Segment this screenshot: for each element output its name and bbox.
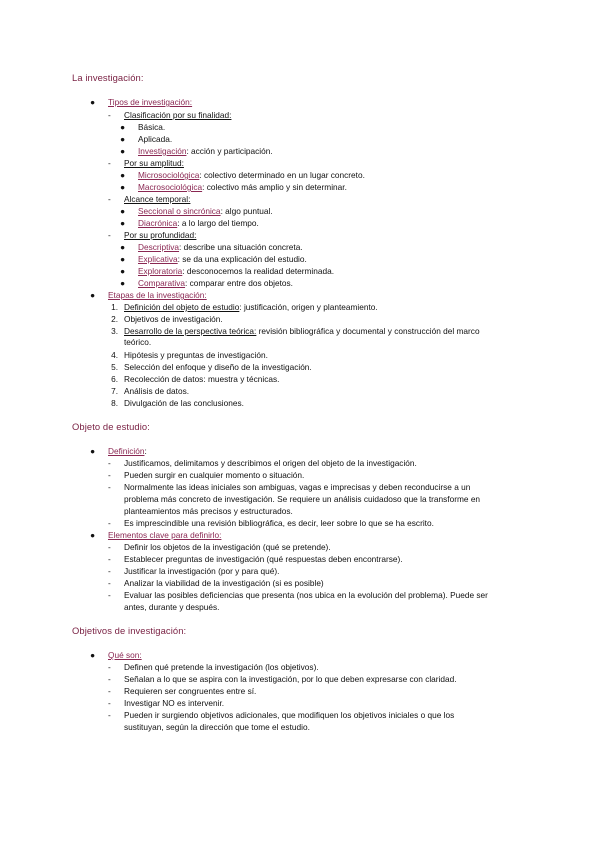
- dash-icon: -: [108, 686, 111, 696]
- alcance-label: Alcance temporal:: [124, 194, 191, 204]
- section-heading-objetivos: Objetivos de investigación:: [72, 625, 187, 636]
- etapa-7: Análisis de datos.: [124, 386, 190, 396]
- dash-icon: -: [108, 470, 111, 480]
- bullet-icon: ●: [90, 290, 96, 300]
- que-son-label: Qué son:: [108, 650, 142, 660]
- elemento-4: Analizar la viabilidad de la investigación (si es posible): [124, 578, 324, 588]
- definicion-1: Justificamos, delimitamos y describimos el origen del objeto de la investigación.: [124, 458, 417, 468]
- definicion-4: Es imprescindible una revisión bibliográfica, es decir, leer sobre lo que se ha escrito.: [124, 518, 434, 528]
- bullet-icon: ●: [120, 170, 126, 180]
- dash-icon: -: [108, 110, 111, 120]
- list-number: 8.: [111, 398, 118, 408]
- dash-icon: -: [108, 518, 111, 528]
- profundidad-explicativa: Explicativa: se da una explicación del estudio.: [138, 254, 307, 264]
- amplitud-micro: Microsociológica: colectivo determinado en un lugar concreto.: [138, 170, 365, 180]
- bullet-icon: ●: [120, 146, 126, 156]
- list-number: 3.: [111, 326, 118, 336]
- list-number: 2.: [111, 314, 118, 324]
- bullet-icon: ●: [120, 218, 126, 228]
- amplitud-label: Por su amplitud:: [124, 158, 184, 168]
- section-heading-investigacion: La investigación:: [72, 72, 144, 83]
- bullet-icon: ●: [90, 650, 96, 660]
- objetivo-2: Señalan a lo que se aspira con la investigación, por lo que deben expresarse con claridad.: [124, 674, 457, 684]
- dash-icon: -: [108, 554, 111, 564]
- dash-icon: -: [108, 458, 111, 468]
- dash-icon: -: [108, 482, 111, 492]
- bullet-icon: ●: [120, 278, 126, 288]
- list-number: 6.: [111, 374, 118, 384]
- bullet-icon: ●: [120, 134, 126, 144]
- etapas-label: Etapas de la investigación:: [108, 290, 207, 300]
- amplitud-macro: Macrosociológica: colectivo más amplio y sin determinar.: [138, 182, 347, 192]
- bullet-icon: ●: [120, 182, 126, 192]
- etapa-2: Objetivos de investigación.: [124, 314, 223, 324]
- elementos-label: Elementos clave para definirlo:: [108, 530, 222, 540]
- alcance-seccional: Seccional o sincrónica: algo puntual.: [138, 206, 273, 216]
- dash-icon: -: [108, 674, 111, 684]
- objetivo-4: Investigar NO es intervenir.: [124, 698, 225, 708]
- finalidad-aplicada: Aplicada.: [138, 134, 173, 144]
- etapa-6: Recolección de datos: muestra y técnicas.: [124, 374, 280, 384]
- finalidad-basica: Básica.: [138, 122, 166, 132]
- elemento-5b: antes, durante y después.: [124, 602, 220, 612]
- objetivo-1: Definen qué pretende la investigación (los objetivos).: [124, 662, 319, 672]
- etapa-4: Hipótesis y preguntas de investigación.: [124, 350, 268, 360]
- dash-icon: -: [108, 662, 111, 672]
- bullet-icon: ●: [120, 242, 126, 252]
- definicion-2: Pueden surgir en cualquier momento o situación.: [124, 470, 305, 480]
- elemento-3: Justificar la investigación (por y para qué).: [124, 566, 280, 576]
- dash-icon: -: [108, 698, 111, 708]
- elemento-1: Definir los objetos de la investigación (qué se pretende).: [124, 542, 331, 552]
- profundidad-comparativa: Comparativa: comparar entre dos objetos.: [138, 278, 293, 288]
- etapa-3: Desarrollo de la perspectiva teórica: revisión bibliográfica y documental y construcción del marco: [124, 326, 480, 336]
- etapa-5: Selección del enfoque y diseño de la investigación.: [124, 362, 312, 372]
- definicion-3b: problema más concreto de investigación. Se requiere un análisis cuidadoso que la transforme en: [124, 494, 481, 504]
- list-number: 4.: [111, 350, 118, 360]
- definicion-label: Definición:: [108, 446, 147, 456]
- list-number: 5.: [111, 362, 118, 372]
- dash-icon: -: [108, 578, 111, 588]
- dash-icon: -: [108, 194, 111, 204]
- objetivo-3: Requieren ser congruentes entre sí.: [124, 686, 257, 696]
- list-number: 1.: [111, 302, 118, 312]
- bullet-icon: ●: [120, 254, 126, 264]
- definicion-3c: planteamientos más precisos y estructurados.: [124, 506, 293, 516]
- objetivo-5a: Pueden ir surgiendo objetivos adicionales, que modifiquen los objetivos iniciales o que los: [124, 710, 455, 720]
- etapa-8: Divulgación de las conclusiones.: [124, 398, 244, 408]
- dash-icon: -: [108, 230, 111, 240]
- bullet-icon: ●: [120, 122, 126, 132]
- profundidad-label: Por su profundidad:: [124, 230, 197, 240]
- bullet-icon: ●: [90, 97, 96, 107]
- definicion-3a: Normalmente las ideas iniciales son ambiguas, vagas e imprecisas y deben reconducirse a un: [124, 482, 471, 492]
- elemento-2: Establecer preguntas de investigación (qué respuestas deben encontrarse).: [124, 554, 403, 564]
- alcance-diacronica: Diacrónica: a lo largo del tiempo.: [138, 218, 259, 228]
- bullet-icon: ●: [120, 266, 126, 276]
- etapa-3-cont: teórico.: [124, 337, 152, 347]
- objetivo-5b: sustituyan, según la dirección que tome el estudio.: [124, 722, 310, 732]
- section-heading-objeto: Objeto de estudio:: [72, 421, 150, 432]
- dash-icon: -: [108, 158, 111, 168]
- bullet-icon: ●: [120, 206, 126, 216]
- finalidad-label: Clasificación por su finalidad:: [124, 110, 232, 120]
- profundidad-descriptiva: Descriptiva: describe una situación concreta.: [138, 242, 303, 252]
- dash-icon: -: [108, 590, 111, 600]
- profundidad-exploratoria: Exploratoria: desconocemos la realidad determinada.: [138, 266, 335, 276]
- dash-icon: -: [108, 542, 111, 552]
- etapa-1: Definición del objeto de estudio: justificación, origen y planteamiento.: [124, 302, 378, 312]
- list-number: 7.: [111, 386, 118, 396]
- bullet-icon: ●: [90, 530, 96, 540]
- dash-icon: -: [108, 710, 111, 720]
- elemento-5a: Evaluar las posibles deficiencias que presenta (nos ubica en la evolución del problema). Puede ser: [124, 590, 488, 600]
- bullet-icon: ●: [90, 446, 96, 456]
- tipos-label: Tipos de investigación:: [108, 97, 193, 107]
- dash-icon: -: [108, 566, 111, 576]
- finalidad-investigacion: Investigación: acción y participación.: [138, 146, 273, 156]
